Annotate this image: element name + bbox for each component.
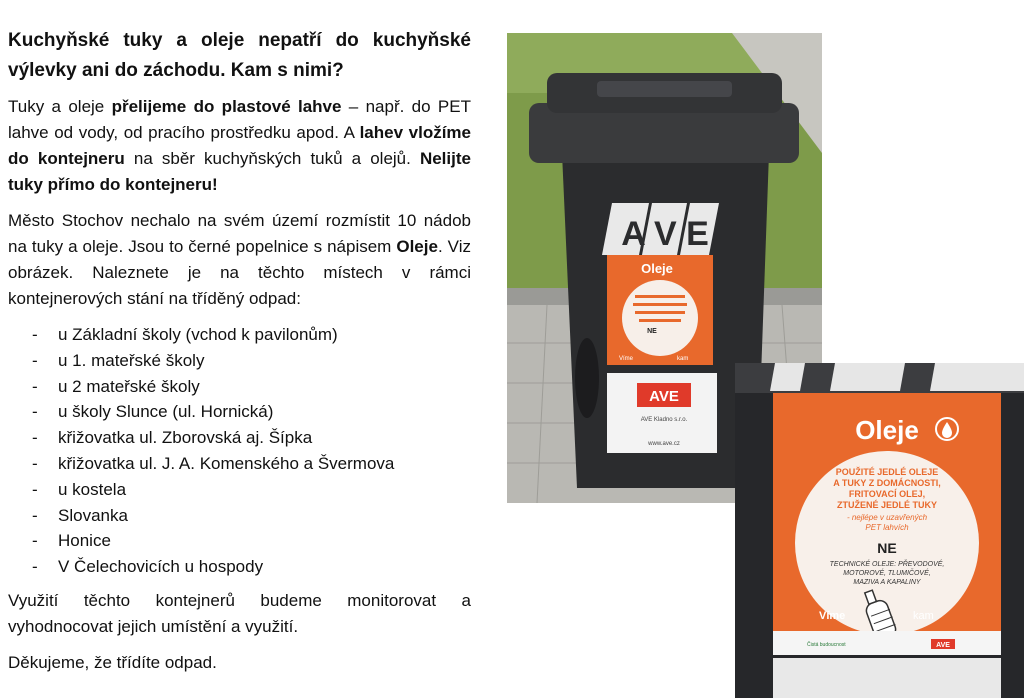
sticker-ne-line: MAZIVA A KAPALINY: [853, 579, 921, 586]
list-item: [8, 399, 471, 425]
list-dash: -: [32, 350, 38, 370]
list-item-label: křižovatka ul. J. A. Komenského a Švermova: [58, 453, 395, 473]
bold-warning: Nelijte tuky přímo do kontejneru!: [8, 149, 471, 194]
sticker-ne: NE: [877, 540, 897, 556]
list-item: [8, 374, 471, 400]
sticker-main-line: A TUKY Z DOMÁCNOSTI,: [833, 478, 941, 488]
location-list: [8, 322, 471, 580]
list-item-label: u Základní školy (vchod k pavilonům): [58, 325, 338, 344]
closeup-vime: Víme: [819, 610, 846, 622]
paragraph-locations-intro: [8, 208, 471, 312]
list-item-label: Honice: [58, 531, 111, 551]
bin-sticker-vime: Víme: [619, 356, 634, 362]
page-title: Kuchyňské tuky a oleje nepatří do kuchyňské výlevky ani do záchodu. Kam s nimi?: [8, 30, 471, 81]
list-item: [8, 503, 471, 529]
bin-sticker-kam: kam: [677, 356, 689, 362]
list-dash: -: [32, 325, 38, 344]
sticker-main-line: POUŽITÉ JEDLÉ OLEJE: [835, 467, 939, 477]
list-dash: -: [32, 531, 38, 551]
list-dash: -: [32, 505, 38, 525]
bold-text: Oleje: [396, 237, 438, 256]
list-item: [8, 348, 471, 374]
sticker-ne-line: TECHNICKÉ OLEJE: PŘEVODOVÉ,: [829, 561, 945, 568]
list-dash: -: [32, 402, 38, 422]
text-run: Město Stochov nechalo na svém území rozmístit 10 nádob na tuky a oleje. Jsou to černé popelnice s nápisem: [8, 211, 471, 256]
closeup-kam: kam: [913, 610, 934, 622]
list-item-label: u 2 mateřské školy: [58, 376, 200, 396]
bold-text: přelijeme do plastové lahve: [111, 97, 342, 116]
paragraph-monitoring: Využití těchto kontejnerů budeme monitorovat a vyhodnocovat jejich umístění a využití.: [8, 590, 471, 636]
paragraph-instructions: [8, 94, 471, 198]
list-item-label: Slovanka: [58, 505, 128, 525]
article-text: [8, 26, 471, 686]
text-run: na sběr kuchyňských tuků a olejů.: [124, 149, 420, 168]
bold-text: lahev vložíme do kontejneru: [8, 123, 471, 168]
list-item-label: u 1. mateřské školy: [58, 350, 205, 370]
sticker-ne-line: MOTOROVÉ, TLUMIČOVÉ,: [843, 570, 931, 577]
list-item: [8, 322, 471, 348]
text-run: – např. do PET lahve od vody, od pracího prostředku apod. A: [8, 97, 471, 142]
bin-ave-logo: A V E: [621, 215, 709, 253]
list-dash: -: [32, 453, 38, 473]
lower-web-text: www.ave.cz: [648, 441, 680, 447]
sticker-main-line: ZTUŽENÉ JEDLÉ TUKY: [836, 500, 938, 510]
list-item-label: V Čelechovicích u hospody: [58, 557, 264, 577]
closeup-footer-text: Čistá budoucnost: [807, 642, 846, 648]
lower-ave-logo: AVE: [649, 388, 679, 405]
list-dash: -: [32, 376, 38, 396]
list-item: [8, 477, 471, 503]
sticker-italic-line: - nejlépe v uzavřených: [846, 513, 928, 522]
list-item: [8, 528, 471, 554]
list-dash: -: [32, 479, 38, 499]
list-dash: -: [32, 557, 38, 577]
lower-company-text: AVE Kladno s.r.o.: [640, 417, 688, 423]
list-dash: -: [32, 428, 38, 448]
sticker-closeup-photo: [735, 363, 1024, 698]
list-item-label: křižovatka ul. Zborovská aj. Šípka: [58, 428, 313, 448]
list-item-label: u školy Slunce (ul. Hornická): [58, 402, 274, 422]
paragraph-thanks: Děkujeme, že třídíte odpad.: [8, 652, 217, 672]
sticker-main-line: FRITOVACÍ OLEJ,: [848, 489, 926, 499]
sticker-closeup-graphic: [735, 363, 1024, 698]
list-item: [8, 425, 471, 451]
text-run: . Viz obrázek. Naleznete je na těchto místech v rámci kontejnerových stání na tříděný odpad:: [8, 237, 471, 308]
sticker-italic-line: PET lahvích: [865, 523, 909, 532]
list-item: [8, 451, 471, 477]
text-run: Tuky a oleje: [8, 97, 112, 116]
bin-sticker-title: Oleje: [641, 261, 673, 276]
svg-text:NE: NE: [647, 328, 657, 335]
closeup-footer-logo: AVE: [936, 642, 950, 649]
list-item-label: u kostela: [58, 479, 127, 499]
list-item: [8, 554, 471, 580]
closeup-sticker-title: Oleje: [855, 415, 919, 445]
